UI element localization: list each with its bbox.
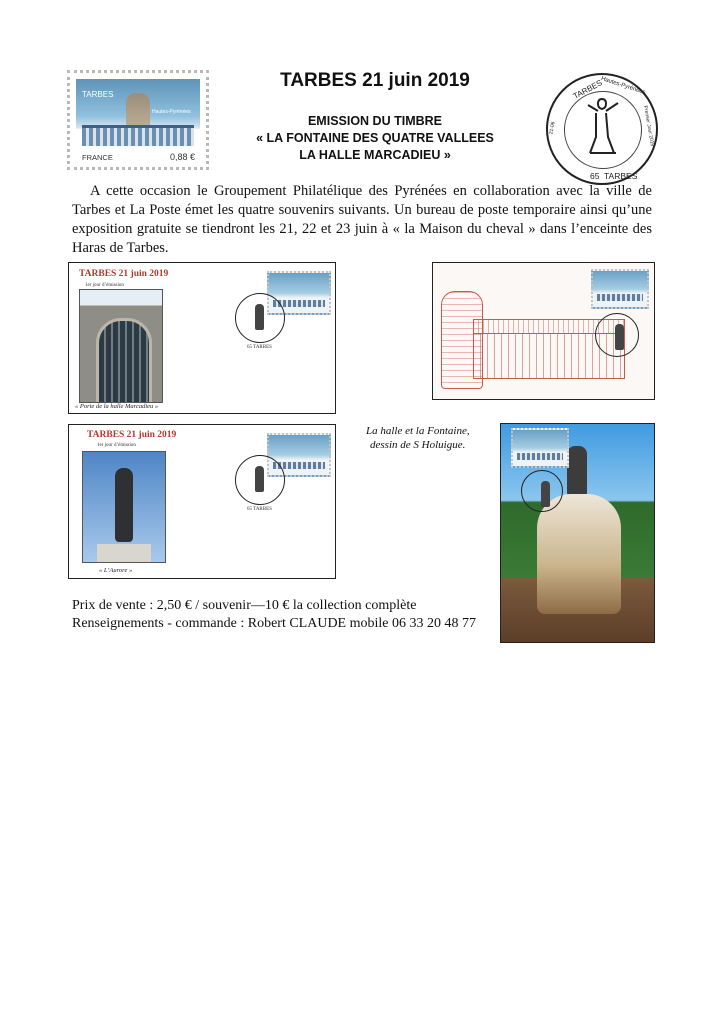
envelope-postmark-city: 65 TARBES: [247, 507, 272, 512]
fountain-card-stamp: [511, 428, 569, 468]
envelope-postmark-city: 65 TARBES: [247, 345, 272, 350]
stamp-region: Hautes-Pyrénées: [152, 109, 191, 115]
sketch-card-stamp: [591, 269, 649, 309]
subtitle-line-1: EMISSION DU TIMBRE: [307, 114, 443, 128]
postmark-first-day: Premier Jour 2019: [642, 105, 656, 147]
stamp-country: FRANCE: [82, 153, 113, 161]
intro-paragraph: A cette occasion le Groupement Philatélique des Pyrénées en collaboration avec la ville de Tarbes et La Poste émet les quatre souvenirs suivants. Un bureau de poste temporaire ainsi qu’une exposition gratuite se tiendront les 21, 22 et 23 juin à « la Maison du cheval » dans l’enceinte des Haras de Tarbes.: [72, 183, 652, 256]
fountain-statue-top: [567, 446, 587, 500]
subtitle-line-3: LA HALLE MARCADIEU »: [299, 148, 451, 162]
sketch-caption: [366, 424, 470, 452]
stamp-city: TARBES: [82, 90, 114, 99]
postmark-dept: 65: [590, 171, 600, 181]
stamp-artwork: [76, 79, 200, 161]
contact-line: Renseignements - commande : Robert CLAUDE mobile 06 33 20 48 77: [72, 616, 476, 631]
postmark-city-bottom: TARBES: [604, 171, 638, 181]
door-arch: [96, 318, 152, 403]
envelope-caption: « L’Aurore »: [99, 567, 133, 574]
envelope-postmark: [235, 293, 285, 343]
fountain-stone: [537, 494, 621, 614]
envelope-caption: « Porte de la halle Marcadieu »: [75, 403, 159, 410]
postmark-city: TARBES: [571, 78, 604, 101]
page-subtitle: [200, 113, 550, 164]
fountain-card-postmark: [521, 470, 563, 512]
stamp-price: 0,88 €: [170, 152, 196, 161]
fountain-photo-card: [500, 423, 655, 643]
envelope-postmark: [235, 455, 285, 505]
postmark-region: Hautes-Pyrénées: [600, 75, 647, 97]
statue-base: [97, 544, 151, 562]
hall-shape: [82, 125, 194, 146]
aurore-statue-photo: [82, 451, 166, 563]
halle-door-photo: [79, 289, 163, 403]
envelope-heading: TARBES 21 juin 2019: [87, 430, 177, 440]
sketch-card: [432, 262, 655, 400]
envelope-sub: 1er jour d’émission: [97, 443, 136, 448]
subtitle-line-2: « LA FONTAINE DES QUATRE VALLEES: [256, 131, 494, 145]
sketch-caption-line-1: La halle et la Fontaine,: [366, 425, 470, 437]
stamp-image: [67, 70, 209, 170]
envelope-heading: TARBES 21 juin 2019: [79, 269, 169, 279]
sketch-card-postmark: [595, 313, 639, 357]
page-title: TARBES 21 juin 2019: [280, 70, 470, 91]
envelope-sub: 1er jour d’émission: [85, 283, 124, 288]
sketch-caption-line-2: dessin de S Holuigue.: [370, 439, 466, 451]
first-day-postmark: [546, 73, 658, 185]
footer-info: [72, 597, 476, 633]
statue-drawing-icon: [546, 73, 658, 185]
price-line: Prix de vente : 2,50 € / souvenir—10 € la collection complète: [72, 598, 417, 613]
statue-figure: [115, 468, 133, 542]
postmark-date: 21-06: [548, 121, 557, 135]
